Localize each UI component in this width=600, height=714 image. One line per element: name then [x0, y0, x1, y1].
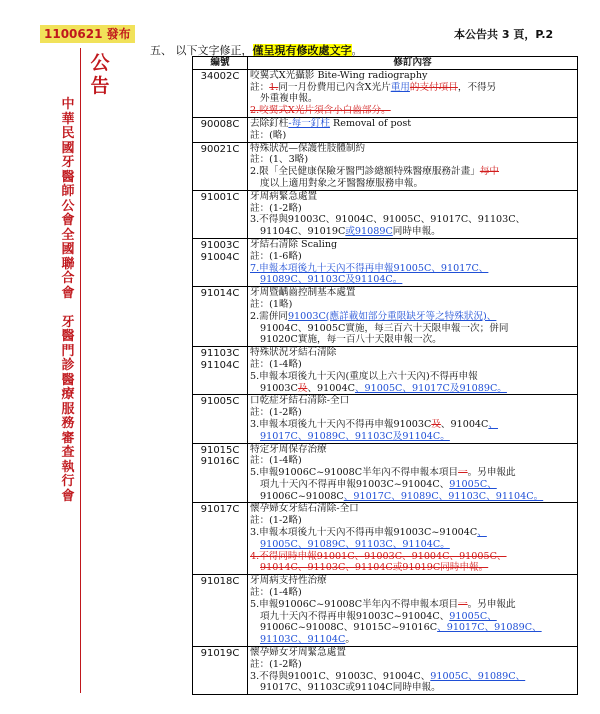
content-line: [250, 611, 575, 623]
org-char: 務: [61, 416, 75, 431]
item-code: [193, 69, 248, 117]
content-line: [250, 395, 575, 407]
content-line: [250, 82, 575, 94]
content-text: 特定牙周保存治療: [250, 443, 327, 455]
content-line: [250, 191, 575, 203]
added-text: 7.申報本項後九十天內不得再申報91005C、91017C、: [250, 262, 489, 274]
publish-date-label: 1100621 發布: [40, 25, 135, 43]
item-code: [193, 142, 248, 190]
content-line: [250, 515, 575, 527]
content-line: [250, 551, 575, 563]
org-char: 會: [61, 488, 75, 504]
content-text: 、91004C: [307, 382, 355, 394]
revision-content: [248, 575, 578, 647]
content-text: 3.申報本項後九十天內不得再申報91003C~91004C: [250, 527, 478, 539]
deleted-text: 每中: [479, 166, 499, 178]
added-text: 、: [488, 418, 498, 430]
content-line: [250, 226, 575, 238]
content-text: 咬翼式X光攝影 Bite-Wing radiography: [250, 69, 428, 81]
added-text: 91005C、91089C、: [430, 670, 526, 682]
margin-divider: [80, 48, 81, 693]
added-text: 91017C、91089C、91103C及91104C。: [260, 430, 450, 442]
revision-content: [248, 287, 578, 347]
content-line: [250, 444, 575, 456]
code-text: 91005C: [200, 396, 240, 408]
org-char: 中: [61, 97, 75, 112]
content-line: [250, 599, 575, 611]
content-text: 3.申報本項後九十天內不得再申報91003C: [250, 418, 432, 430]
item-code: [193, 238, 248, 286]
content-text: 外重複申報。: [260, 93, 318, 105]
header-code: 編號: [193, 57, 248, 70]
code-text: 91104C: [200, 359, 240, 371]
content-line: [250, 659, 575, 671]
added-text: 、91017C、91089C、91103C、91104C。: [343, 490, 544, 502]
content-text: 91006C~91008C、91015C~91016C: [260, 622, 438, 634]
content-text: 註：(1-2略): [250, 658, 302, 670]
code-text: 91004C: [200, 251, 240, 263]
table-row: [193, 395, 578, 443]
content-line: [250, 334, 575, 346]
content-text: 註：(1-6略): [250, 250, 302, 262]
content-text: 91017C、91103C或91104C同時申報。: [260, 682, 441, 694]
content-line: [250, 130, 575, 142]
item-code: [193, 395, 248, 443]
org-char: 師: [61, 184, 75, 199]
content-line: [250, 371, 575, 383]
added-text: 91005C、: [449, 478, 497, 490]
table-row: [193, 238, 578, 286]
notice-char: 公: [90, 52, 110, 74]
content-text: 註：(略): [250, 129, 287, 141]
org-char: 會: [61, 213, 75, 228]
content-text: 去除釘柱: [250, 117, 289, 129]
content-line: [250, 323, 575, 335]
content-text: 牙結石清除 Scaling: [250, 238, 338, 250]
content-text: 5.申報91006C~91008C半年內不得申報本項目: [250, 467, 459, 479]
org-char: 民: [61, 126, 75, 141]
content-text: 3.不得與91001C、91003C、91004C、: [250, 670, 431, 682]
table-row: [193, 443, 578, 503]
content-text: ，不得另: [457, 81, 497, 93]
revision-content: [248, 443, 578, 503]
content-line: [250, 431, 575, 443]
content-line: [250, 467, 575, 479]
content-line: [250, 287, 575, 299]
content-line: [250, 274, 575, 286]
content-line: [250, 634, 575, 646]
added-text: 91003C(應詳載如部分重限缺牙等之特殊狀況)、: [287, 310, 497, 322]
content-line: [250, 682, 575, 694]
content-line: [250, 311, 575, 323]
notice-heading: [88, 52, 112, 98]
org-char: 會: [61, 285, 75, 301]
org-char: 審: [61, 430, 75, 446]
section-text: 以下文字修正，: [175, 44, 253, 57]
revision-table: [192, 56, 578, 695]
content-line: [250, 239, 575, 251]
content-text: 、91004C: [440, 418, 489, 430]
content-line: [250, 622, 575, 634]
content-text: 項九十天內不得再申報91003C~91004C、: [260, 610, 450, 622]
content-line: [250, 503, 575, 515]
org-char: 華: [61, 111, 75, 127]
content-line: [250, 143, 575, 155]
org-char: 服: [61, 401, 75, 417]
content-text: 特殊狀況牙結石清除: [250, 347, 337, 359]
code-text: 91018C: [200, 576, 240, 588]
added-text: 、: [477, 527, 487, 539]
org-char: 醫: [61, 372, 75, 388]
content-line: [250, 562, 575, 574]
item-code: [193, 647, 248, 695]
content-text: 牙周病支持性治療: [250, 575, 327, 587]
table-row: [193, 190, 578, 238]
content-text: 91104C、91019C: [260, 226, 346, 238]
code-text: 91015C: [200, 444, 240, 456]
org-char: 全: [61, 227, 75, 243]
notice-char: 告: [90, 75, 110, 97]
added-text: 91005C、: [449, 610, 497, 622]
revision-content: [248, 142, 578, 190]
item-code: [193, 347, 248, 395]
org-char: 國: [61, 242, 75, 257]
content-text: 3.不得與91003C、91004C、91005C、91017C、91103C、: [250, 214, 526, 226]
content-text: 註：(1-4略): [250, 587, 302, 599]
content-text: 註：(1-2略): [250, 515, 302, 527]
content-text: 。另申報此: [467, 467, 516, 479]
deleted-text: 2.咬翼式X光片須含小白齒部分。: [250, 105, 391, 117]
content-line: [250, 359, 575, 371]
code-text: 91017C: [200, 504, 240, 516]
section-number: 五、: [150, 44, 172, 57]
revision-content: [248, 503, 578, 575]
content-text: 懷孕婦女牙結石清除-全口: [250, 503, 359, 515]
code-text: 91103C: [200, 348, 240, 360]
code-text: 91003C: [200, 239, 240, 251]
content-line: [250, 407, 575, 419]
content-line: [250, 105, 575, 117]
org-char: 合: [61, 271, 75, 286]
deleted-text: 1.: [269, 81, 279, 93]
table-header-row: [193, 57, 578, 70]
org-char: 醫: [61, 329, 75, 344]
content-line: [250, 527, 575, 539]
content-text: 2.限「全民健康保險牙醫門診總額特殊醫療服務計畫」: [250, 166, 480, 178]
table-row: [193, 287, 578, 347]
code-text: 91001C: [200, 191, 240, 203]
org-char: 公: [61, 198, 75, 214]
content-text: 。另申報此: [467, 598, 516, 610]
table-row: [193, 575, 578, 647]
added-text: 、91005C、91017C及91089C。: [354, 382, 507, 394]
table-row: [193, 347, 578, 395]
content-line: [250, 118, 575, 130]
org-char: 執: [61, 459, 75, 475]
content-text: 91004C、91005C實施，每三百六十天限申報一次；併同: [260, 322, 509, 334]
added-text: 或91089C: [345, 226, 393, 238]
content-text: 91006C~91008C: [260, 490, 344, 502]
revision-content: [248, 190, 578, 238]
added-text: 91103C、91104C: [260, 634, 346, 646]
deleted-text: 及: [431, 418, 441, 430]
code-text: 91014C: [200, 288, 240, 300]
org-char: [60, 301, 76, 316]
content-line: [250, 214, 575, 226]
content-line: [250, 93, 575, 105]
table-row: [193, 117, 578, 142]
revision-content: [248, 395, 578, 443]
content-line: [250, 479, 575, 491]
revision-content: [248, 238, 578, 286]
table-row: [193, 647, 578, 695]
content-text: 5.申報91006C~91008C半年內不得申報本項目: [250, 598, 459, 610]
table-row: [193, 142, 578, 190]
content-text: 註：(1-2略): [250, 407, 302, 419]
content-line: [250, 263, 575, 275]
org-char: 行: [61, 474, 75, 489]
org-char: 國: [61, 140, 75, 156]
item-code: [193, 575, 248, 647]
content-line: [250, 587, 575, 599]
revision-content: [248, 69, 578, 117]
org-char: 查: [61, 445, 75, 460]
code-text: 90021C: [200, 143, 240, 155]
content-text: 牙周病緊急處置: [250, 190, 318, 202]
content-text: 懷孕婦女牙周緊急處置: [250, 647, 346, 659]
item-code: [193, 190, 248, 238]
content-line: [250, 347, 575, 359]
added-text: 、91017C、91089C、: [437, 622, 542, 634]
org-char: 療: [61, 387, 75, 402]
item-code: [193, 117, 248, 142]
added-text: 重用: [390, 81, 410, 93]
added-text: 91089C、91103C及91104C。: [260, 274, 403, 286]
item-code: [193, 443, 248, 503]
content-line: [250, 575, 575, 587]
deleted-text: 一: [458, 467, 468, 479]
org-char: 牙: [61, 314, 75, 330]
content-text: 。: [345, 634, 355, 646]
code-text: 91016C: [200, 456, 240, 468]
content-line: [250, 166, 575, 178]
content-text: Removal of post: [330, 117, 412, 129]
content-line: [250, 419, 575, 431]
content-line: [250, 251, 575, 263]
table-row: [193, 503, 578, 575]
content-text: 註：(1略): [250, 298, 293, 310]
section-end: 。: [351, 44, 363, 57]
content-text: 同一月份費用已內含X光片: [278, 81, 391, 93]
org-char: 診: [61, 358, 75, 373]
header-content: 修訂內容: [248, 57, 578, 70]
content-text: 5.申報本項後九十天內(重度以上六十天內)不得再申報: [250, 370, 478, 382]
org-char: 牙: [61, 155, 75, 170]
content-text: 註：(1-4略): [250, 455, 302, 467]
content-line: [250, 203, 575, 215]
item-code: [193, 503, 248, 575]
deleted-text: 4.不得同時申報91001C、91003C、91004C、91005C、: [250, 550, 507, 562]
deleted-text: 一: [458, 598, 468, 610]
org-char: 聯: [61, 256, 75, 272]
content-line: [250, 647, 575, 659]
content-text: 牙周暨齲齒控制基本處置: [250, 287, 356, 299]
deleted-text: 及: [297, 382, 308, 394]
revision-content: [248, 347, 578, 395]
org-char: 門: [61, 343, 75, 359]
code-text: 90008C: [200, 118, 240, 130]
code-text: 91019C: [200, 648, 240, 660]
added-text: -每一釘柱: [288, 117, 330, 129]
content-text: 91003C: [260, 382, 298, 394]
content-text: 2.需併同: [250, 310, 288, 322]
content-line: [250, 178, 575, 190]
content-line: [250, 383, 575, 395]
content-line: [250, 671, 575, 683]
content-text: 註：: [250, 81, 270, 93]
content-text: 項九十天內不得再申報91003C~91004C、: [260, 478, 450, 490]
revision-content: [248, 117, 578, 142]
content-text: 註：(1、3略): [250, 154, 309, 166]
organization-name: [60, 98, 76, 504]
revision-content: [248, 647, 578, 695]
content-text: 度以上適用對象之牙醫醫療服務申報。: [260, 177, 424, 189]
page-indicator: 本公告共 3 頁，P.2: [454, 28, 554, 41]
content-line: [250, 539, 575, 551]
content-line: [250, 70, 575, 82]
table-row: [193, 69, 578, 117]
content-text: 註：(1-4略): [250, 358, 302, 370]
section-highlight: 僅呈現有修改處文字: [252, 44, 352, 57]
added-text: 91005C、91089C、91103C、91104C。: [260, 538, 450, 550]
org-char: 醫: [61, 169, 75, 185]
content-line: [250, 491, 575, 503]
content-line: [250, 299, 575, 311]
content-text: 91020C實施，每一百八十天限申報一次。: [260, 334, 442, 346]
content-text: 註：(1-2略): [250, 202, 302, 214]
content-line: [250, 154, 575, 166]
content-text: 口乾症牙結石清除-全口: [250, 395, 350, 407]
content-text: 同時申報。: [392, 226, 441, 238]
deleted-text: 91014C、91103C、91104C或91019C同時申報。: [260, 562, 489, 574]
content-text: 特殊狀況—保護性肢體制約: [250, 142, 366, 154]
deleted-text: 的支付項目: [409, 81, 458, 93]
content-line: [250, 455, 575, 467]
item-code: [193, 287, 248, 347]
code-text: 34002C: [200, 70, 240, 82]
